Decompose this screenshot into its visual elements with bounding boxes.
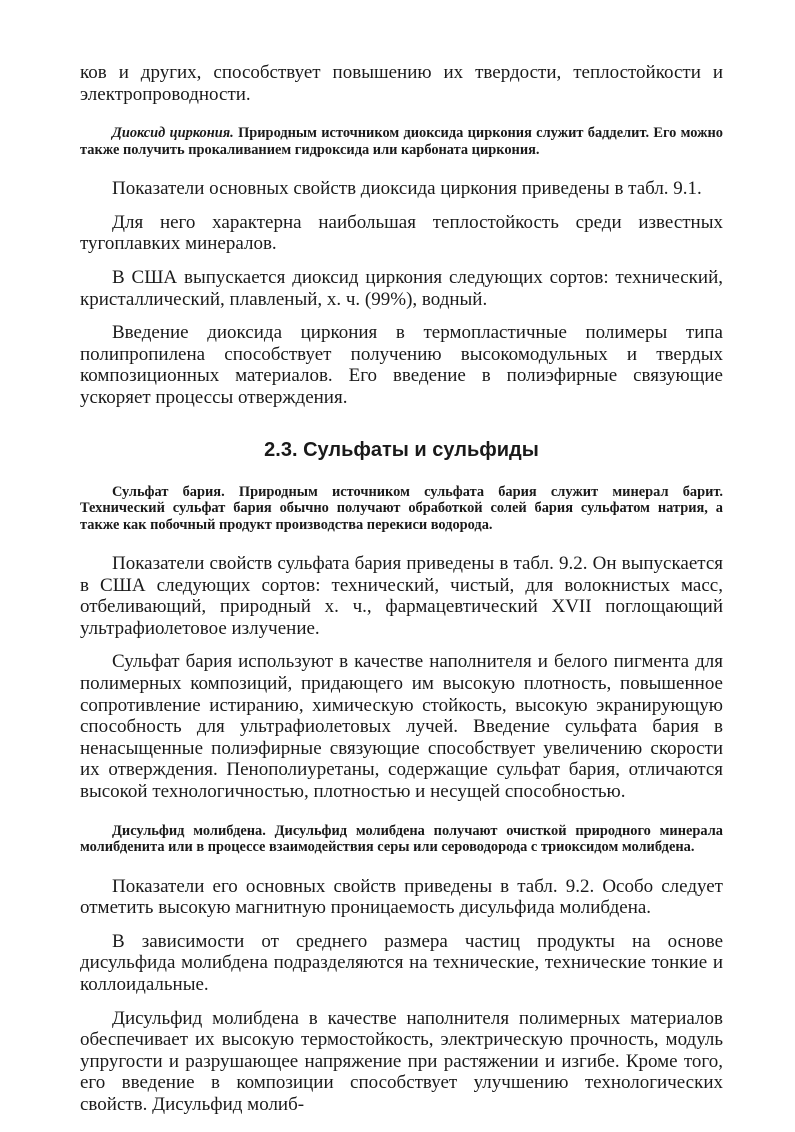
paragraph-5: Показатели свойств сульфата бария приведены в табл. 9.2. Он выпускается в США следующих сортов: технический, чистый, для волокнистых масс, отбеливающий, природный х. ч., фармацевтический XVII поглощающий ультрафиолетовое излучение. <box>80 553 723 639</box>
paragraph-continuation: ков и других, способствует повышению их твердости, теплостойкости и электропроводности. <box>80 62 723 105</box>
paragraph-6: Сульфат бария используют в качестве наполнителя и белого пигмента для полимерных композиций, придающего им высокую плотность, повышенное сопротивление истиранию, химическую стойкость, высокую экранирующую способность для ультрафиолетовых лучей. Введение сульфата бария в ненасыщенные полиэфирные связующие способствует увеличению скорости их отверждения. Пенополиуретаны, содержащие сульфат бария, отличаются высокой технологичностью, плотностью и несущей способностью. <box>80 651 723 802</box>
paragraph-9: Дисульфид молибдена в качестве наполнителя полимерных материалов обеспечивает их высокую термостойкость, электрическую прочность, модуль упругости и разрушающее напряжение при растяжении и изгибе. Кроме того, его введение в композиции способствует улучшению технологических свойств. Дисульфид молиб- <box>80 1007 723 1115</box>
molybdenum-lead: Дисульфид молибдена. <box>112 822 266 839</box>
barium-lead: Сульфат бария. <box>112 483 225 500</box>
paragraph-3: В США выпускается диоксид циркония следующих сортов: технический, кристаллический, плавленый, х. ч. (99%), водный. <box>80 266 723 310</box>
molybdenum-note-text: Дисульфид молибдена получают очисткой природного минерала молибденита или в процессе взаимодействия серы или сероводорода с триоксидом молибдена. <box>80 822 723 856</box>
paragraph-2: Для него характерна наибольшая теплостойкость среди известных тугоплавких минералов. <box>80 211 723 255</box>
paragraph-7: Показатели его основных свойств приведены в табл. 9.2. Особо следует отметить высокую магнитную проницаемость дисульфида молибдена. <box>80 875 723 919</box>
section-heading: 2.3. Сульфаты и сульфиды <box>264 438 539 461</box>
zirconia-note <box>80 125 723 158</box>
barium-note-text: Природным источником сульфата бария служит минерал барит. Технический сульфат бария обычно получают обработкой солей бария сульфатом натрия, а также как побочный продукт производства перекиси водорода. <box>80 483 723 533</box>
molybdenum-note <box>80 823 723 856</box>
paragraph-8: В зависимости от среднего размера частиц продукты на основе дисульфида молибдена подразделяются на технические, технические тонкие и коллоидальные. <box>80 930 723 995</box>
paragraph-4: Введение диоксида циркония в термопластичные полимеры типа полипропилена способствует получению высокомодульных и твердых композиционных материалов. Его введение в полиэфирные связующие ускоряет процессы отверждения. <box>80 322 723 408</box>
zirconia-lead: Диоксид циркония. <box>112 125 234 142</box>
zirconia-note-text: Природным источником диоксида циркония служит бадделит. Его можно также получить прокаливанием гидроксида или карбоната циркония. <box>80 125 723 158</box>
paragraph-1: Показатели основных свойств диоксида циркония приведены в табл. 9.1. <box>112 178 702 200</box>
barium-note <box>80 484 723 534</box>
